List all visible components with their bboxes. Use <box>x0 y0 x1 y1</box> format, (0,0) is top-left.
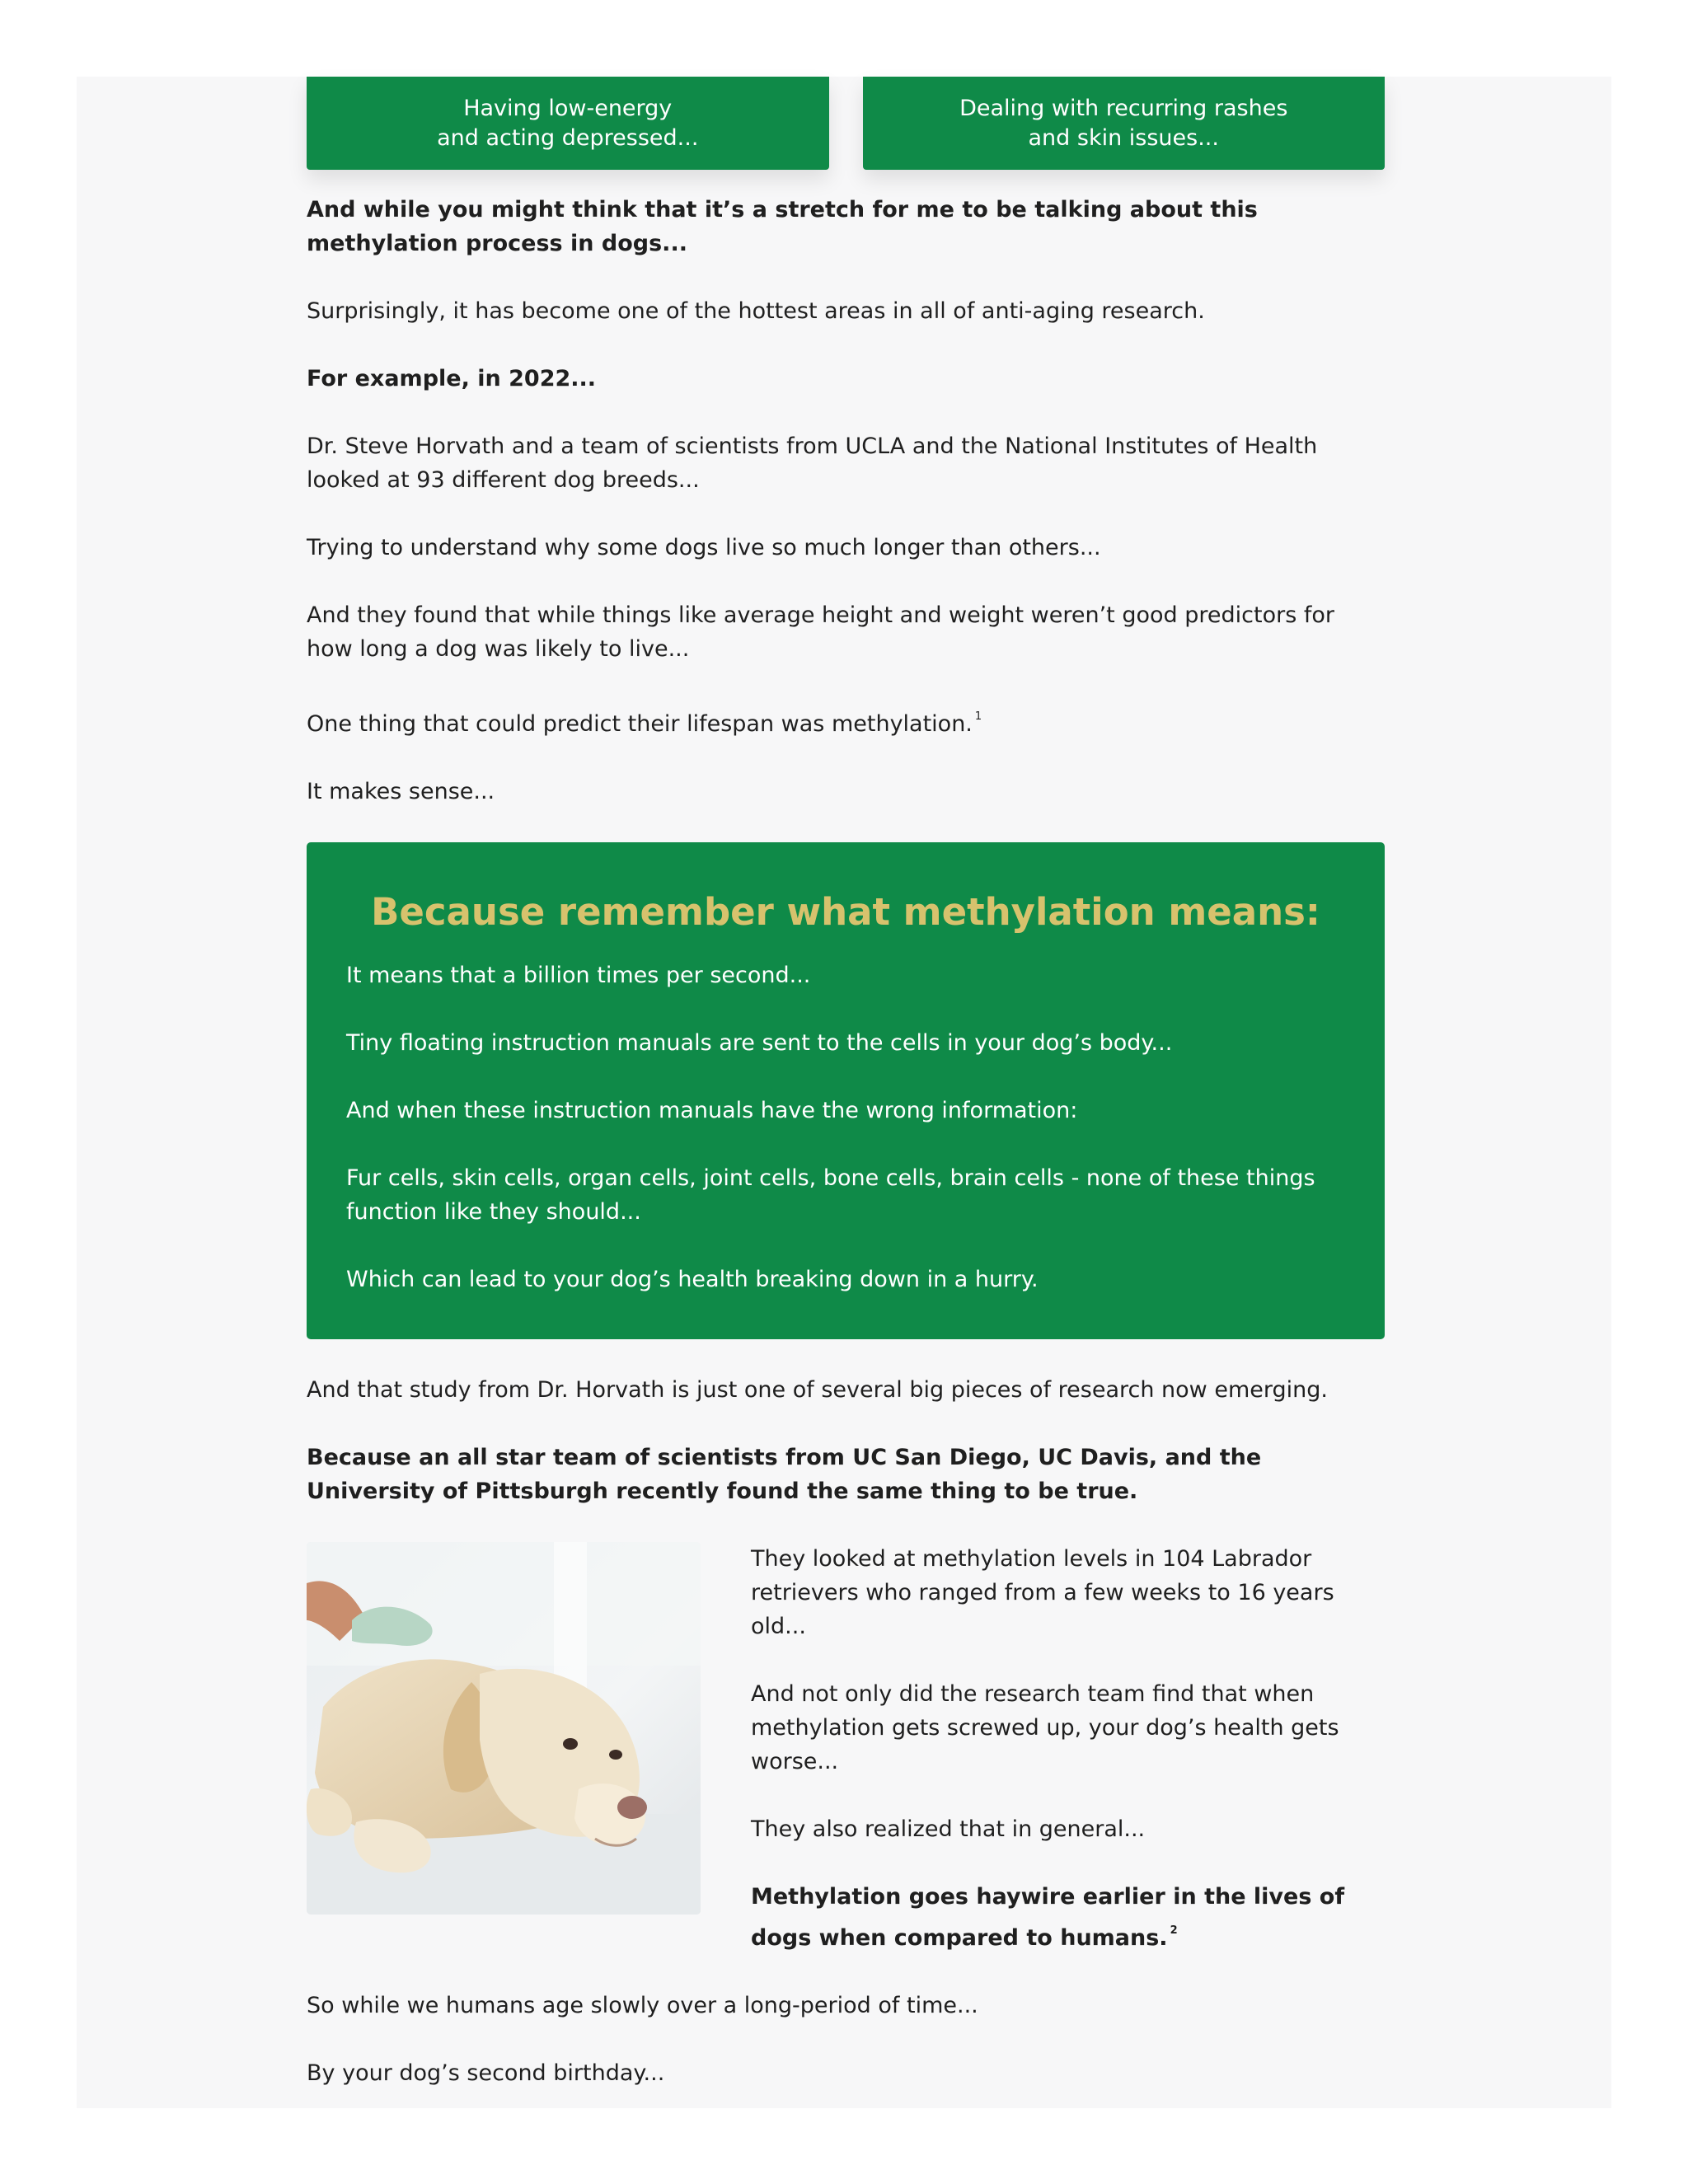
article-paragraph: It makes sense... <box>307 779 495 804</box>
article-paragraph: Dr. Steve Horvath and a team of scientists from UCLA and the National Institutes of Health looked at 93 different dog breeds... <box>307 434 1318 493</box>
study-conclusion-text: Methylation goes haywire earlier in the lives of dogs when compared to humans. <box>751 1884 1345 1951</box>
symptom-card-rashes <box>863 77 1386 170</box>
study-section <box>307 1542 1385 1955</box>
article-paragraph: So while we humans age slowly over a long-period of time... <box>307 1993 978 2018</box>
article-paragraph: And they found that while things like average height and weight weren’t good predictors for how long a dog was likely to live... <box>307 602 1334 662</box>
methylation-callout-box <box>307 842 1385 1339</box>
study-paragraph: And not only did the research team find that when methylation gets screwed up, your dog’s health gets worse... <box>751 1681 1339 1774</box>
callout-line: Fur cells, skin cells, organ cells, joint cells, bone cells, brain cells - none of these things function like they should... <box>346 1165 1315 1225</box>
article-paragraph: Trying to understand why some dogs live so much longer than others... <box>307 535 1101 560</box>
study-paragraph: They looked at methylation levels in 104 Labrador retrievers who ranged from a few weeks to 16 years old... <box>751 1546 1334 1639</box>
callout-line: Which can lead to your dog’s health breaking down in a hurry. <box>346 1267 1039 1292</box>
labrador-photo <box>307 1542 701 1915</box>
paragraph-text: One thing that could predict their lifespan was methylation. <box>307 711 973 737</box>
symptom-card-label: Having low-energy and acting depressed... <box>437 95 699 151</box>
study-paragraph: They also realized that in general... <box>751 1816 1146 1842</box>
article-content <box>307 77 1385 2090</box>
article-paragraph: By your dog’s second birthday... <box>307 2060 665 2086</box>
study-text <box>751 1542 1385 1955</box>
callout-heading: Because remember what methylation means: <box>371 890 1320 934</box>
symptom-card-low-energy <box>307 77 829 170</box>
article-paragraph: For example, in 2022... <box>307 366 597 391</box>
article-paragraph: And while you might think that it’s a stretch for me to be talking about this methylation process in dogs... <box>307 197 1258 256</box>
study-conclusion <box>751 1880 1385 1955</box>
article-paragraph: And that study from Dr. Horvath is just one of several big pieces of research now emerging. <box>307 1377 1328 1403</box>
article-paragraph-with-citation <box>307 700 1385 741</box>
article-page <box>77 77 1611 2108</box>
footnote-marker[interactable]: 2 <box>1170 1924 1178 1937</box>
callout-line: It means that a billion times per second... <box>346 963 811 988</box>
callout-line: And when these instruction manuals have the wrong information: <box>346 1098 1078 1123</box>
symptom-cards <box>307 77 1385 170</box>
article-paragraph: Because an all star team of scientists from UC San Diego, UC Davis, and the University of Pittsburgh recently found the same thing to be true. <box>307 1445 1262 1504</box>
article-paragraph: Surprisingly, it has become one of the hottest areas in all of anti-aging research. <box>307 298 1205 324</box>
footnote-marker[interactable]: 1 <box>974 710 982 723</box>
callout-line: Tiny floating instruction manuals are sent to the cells in your dog’s body... <box>346 1030 1173 1056</box>
symptom-card-label: Dealing with recurring rashes and skin issues... <box>959 95 1288 151</box>
